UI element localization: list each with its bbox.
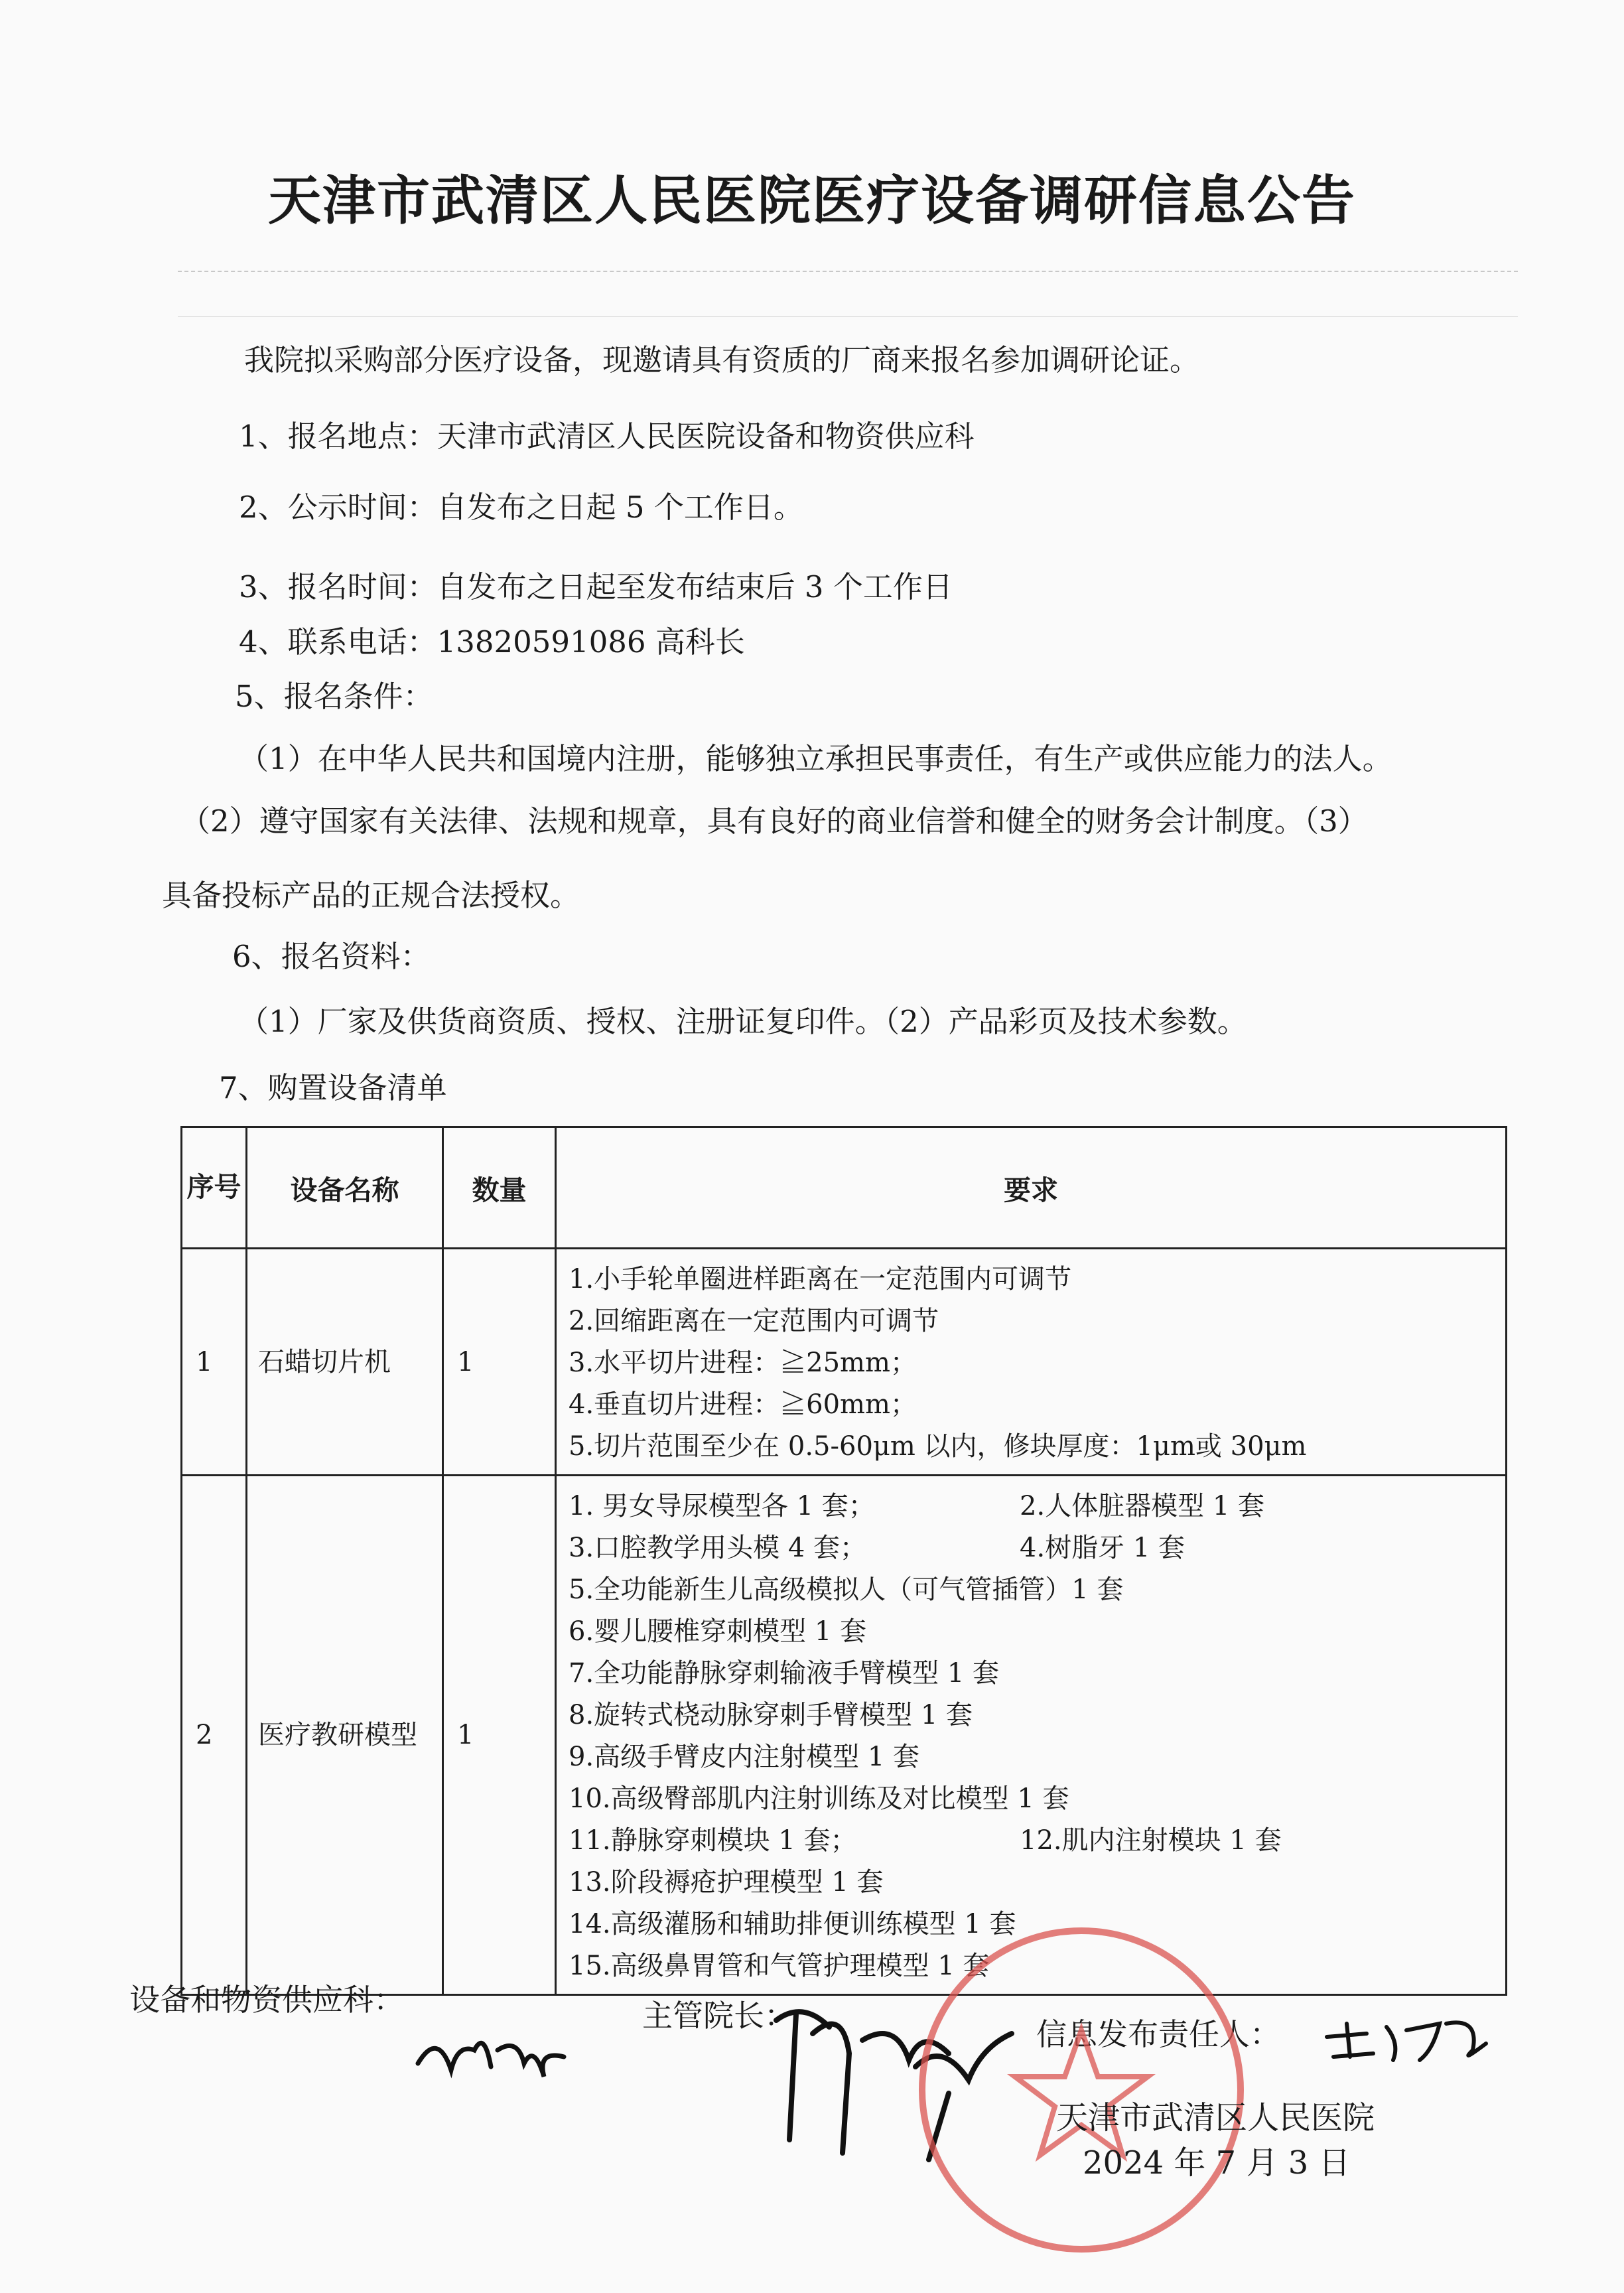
requirement-item: 2.回缩距离在一定范围内可调节 <box>569 1306 939 1336</box>
publisher-signature-label: 信息发布责任人： <box>1036 2016 1280 2052</box>
requirement-item: 15.高级鼻胃管和气管护理模型 1 套 <box>569 1951 990 1981</box>
requirement-item: 14.高级灌肠和辅助排便训练模型 1 套 <box>569 1909 1016 1939</box>
requirement-item: 4.树脂牙 1 套 <box>1020 1533 1185 1563</box>
equipment-table <box>180 1126 1507 1996</box>
dept-signature-label: 设备和物资供应科： <box>129 1982 404 2018</box>
header-requirements: 要求 <box>556 1127 1507 1249</box>
row-qty: 1 <box>443 1249 556 1476</box>
header-seq: 序号 <box>182 1127 247 1249</box>
requirement-item: 3.水平切片进程：≧25mm； <box>569 1348 917 1378</box>
requirement-item: 11.静脉穿刺模块 1 套； <box>569 1825 857 1856</box>
requirement-item: 12.肌内注射模块 1 套 <box>1020 1825 1282 1856</box>
table-header-row <box>182 1127 1507 1249</box>
requirement-item: 13.阶段褥疮护理模型 1 套 <box>569 1867 884 1898</box>
stamp-ring <box>922 1931 1241 2249</box>
item-conditions-heading: 5、报名条件： <box>235 679 433 714</box>
item-registration-time: 3、报名时间：自发布之日起至发布结束后 3 个工作日 <box>239 569 953 604</box>
item-contact-phone: 4、联系电话：13820591086 高科长 <box>239 624 745 660</box>
requirement-item: 1. 男女导尿模型各 1 套； <box>569 1491 875 1521</box>
requirement-item: 7.全功能静脉穿刺输液手臂模型 1 套 <box>569 1658 1000 1689</box>
requirement-pair <box>569 1527 1505 1569</box>
item-location: 1、报名地点：天津市武清区人民医院设备和物资供应科 <box>239 419 975 454</box>
requirement-pair <box>569 1486 1505 1527</box>
requirement-item: 2.人体脏器模型 1 套 <box>1020 1491 1265 1521</box>
row-seq: 1 <box>182 1249 247 1476</box>
condition-line-2: （2）遵守国家有关法律、法规和规章，具有良好的商业信誉和健全的财务会计制度。（3） <box>180 803 1368 839</box>
row-seq: 2 <box>182 1476 247 1995</box>
requirement-item: 8.旋转式桡动脉穿刺手臂模型 1 套 <box>569 1700 973 1730</box>
row-device-name: 石蜡切片机 <box>247 1249 443 1476</box>
requirement-item: 3.口腔教学用头模 4 套； <box>569 1533 867 1563</box>
requirement-item: 5.切片范围至少在 0.5-60μm 以内，修块厚度：1μm或 30μm <box>569 1431 1307 1462</box>
header-qty: 数量 <box>443 1127 556 1249</box>
issue-date: 2024 年 7 月 3 日 <box>1083 2144 1351 2182</box>
page-title: 天津市武清区人民医院医疗设备调研信息公告 <box>268 170 1356 232</box>
table-row <box>182 1476 1507 1995</box>
intro-paragraph: 我院拟采购部分医疗设备，现邀请具有资质的厂商来报名参加调研论证。 <box>244 342 1200 378</box>
director-signature-label: 主管院长： <box>642 1998 795 2034</box>
condition-line-1: （1）在中华人民共和国境内注册，能够独立承担民事责任，有生产或供应能力的法人。 <box>239 741 1392 776</box>
row-qty: 1 <box>443 1476 556 1995</box>
requirement-pair <box>569 1820 1505 1862</box>
divider-faint <box>178 316 1518 317</box>
materials-text: （1）厂家及供货商资质、授权、注册证复印件。（2）产品彩页及技术参数。 <box>239 1004 1247 1039</box>
handwritten-signature-dept <box>411 2004 577 2097</box>
divider <box>178 271 1518 272</box>
requirement-item: 4.垂直切片进程：≧60mm； <box>569 1389 917 1420</box>
row-requirements <box>556 1249 1507 1476</box>
header-name: 设备名称 <box>247 1127 443 1249</box>
requirement-item: 10.高级臀部肌内注射训练及对比模型 1 套 <box>569 1783 1069 1814</box>
table-row <box>182 1249 1507 1476</box>
row-device-name: 医疗教研模型 <box>247 1476 443 1995</box>
condition-line-3: 具备投标产品的正规合法授权。 <box>162 878 580 913</box>
issuer-hospital: 天津市武清区人民医院 <box>1056 2099 1375 2136</box>
red-seal-stamp <box>909 1917 1254 2262</box>
requirement-item: 5.全功能新生儿高级模拟人（可气管插管）1 套 <box>569 1574 1124 1605</box>
materials-heading: 6、报名资料： <box>232 939 431 974</box>
requirement-item: 6.婴儿腰椎穿刺模型 1 套 <box>569 1616 867 1647</box>
equipment-list-heading: 7、购置设备清单 <box>219 1070 447 1105</box>
requirement-item: 1.小手轮单圈进样距离在一定范围内可调节 <box>569 1264 1072 1294</box>
handwritten-signature-publisher <box>1320 2004 1493 2070</box>
requirement-item: 9.高级手臂皮内注射模型 1 套 <box>569 1742 920 1772</box>
item-period: 2、公示时间：自发布之日起 5 个工作日。 <box>239 490 803 525</box>
